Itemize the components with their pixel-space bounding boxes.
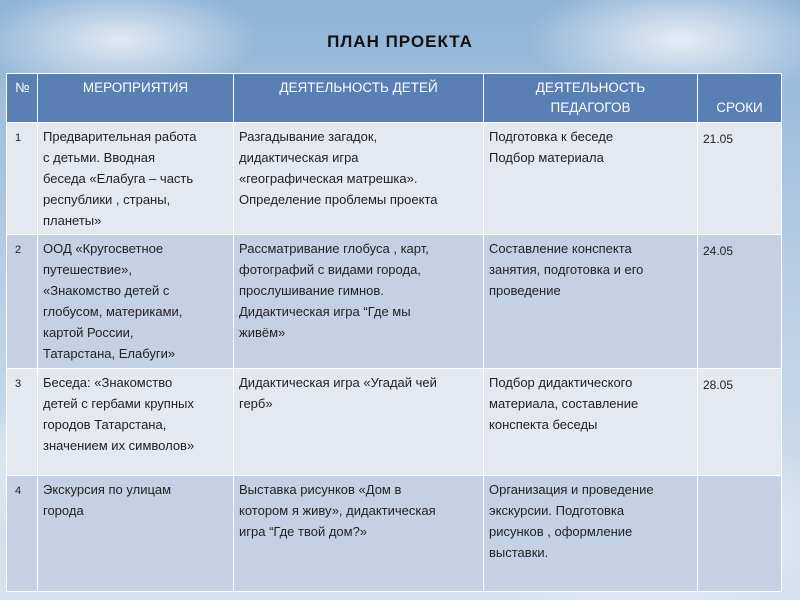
children-activity-cell bbox=[234, 369, 484, 476]
events-cell bbox=[38, 235, 234, 369]
children-activity-line: дидактическая игра bbox=[239, 150, 359, 165]
children-activity-cell bbox=[234, 476, 484, 592]
events-line: Татарстана, Елабуги» bbox=[43, 346, 176, 361]
teachers-activity-line: выставки. bbox=[489, 545, 549, 560]
header-number: № bbox=[7, 74, 38, 123]
teachers-activity-line: Подготовка к беседе bbox=[489, 129, 614, 144]
table-row bbox=[7, 123, 782, 235]
row-number: 2 bbox=[7, 235, 38, 369]
page-title: ПЛАН ПРОЕКТА bbox=[327, 32, 473, 51]
project-plan-table bbox=[6, 73, 782, 592]
teachers-activity-line: проведение bbox=[489, 283, 561, 298]
row-number: 3 bbox=[7, 369, 38, 476]
events-line: ООД «Кругосветное bbox=[43, 241, 164, 256]
table-row bbox=[7, 235, 782, 369]
events-line: путешествие», bbox=[43, 262, 132, 277]
events-line: Предварительная работа bbox=[43, 129, 197, 144]
teachers-activity-line: занятия, подготовка и его bbox=[489, 262, 644, 277]
children-activity-line: «географическая матрешка». bbox=[239, 171, 418, 186]
teachers-activity-line: Подбор материала bbox=[489, 150, 604, 165]
events-cell bbox=[38, 123, 234, 235]
children-activity-line: прослушивание гимнов. bbox=[239, 283, 384, 298]
teachers-activity-cell bbox=[484, 476, 698, 592]
header-teachers-line-1: ДЕЯТЕЛЬНОСТЬ bbox=[535, 80, 646, 95]
events-line: планеты» bbox=[43, 213, 102, 228]
date-cell: 28.05 bbox=[698, 369, 782, 476]
table-header-row bbox=[7, 74, 782, 123]
row-number: 1 bbox=[7, 123, 38, 235]
header-children-activity: ДЕЯТЕЛЬНОСТЬ ДЕТЕЙ bbox=[234, 74, 484, 123]
events-line: детей с гербами крупных bbox=[43, 396, 194, 411]
children-activity-line: Выставка рисунков «Дом в bbox=[239, 482, 402, 497]
teachers-activity-line: рисунков , оформление bbox=[489, 524, 633, 539]
teachers-activity-line: Организация и проведение bbox=[489, 482, 654, 497]
events-line: городов Татарстана, bbox=[43, 417, 167, 432]
children-activity-line: Рассматривание глобуса , карт, bbox=[239, 241, 429, 256]
children-activity-cell bbox=[234, 235, 484, 369]
teachers-activity-line: конспекта беседы bbox=[489, 417, 598, 432]
events-line: Экскурсия по улицам bbox=[43, 482, 172, 497]
date-cell: 21.05 bbox=[698, 123, 782, 235]
table-row bbox=[7, 476, 782, 592]
header-dates: СРОКИ bbox=[698, 74, 782, 123]
events-line: с детьми. Вводная bbox=[43, 150, 156, 165]
teachers-activity-line: материала, составление bbox=[489, 396, 639, 411]
events-line: беседа «Елабуга – часть bbox=[43, 171, 194, 186]
events-line: «Знакомство детей с bbox=[43, 283, 170, 298]
events-line: значением их символов» bbox=[43, 438, 195, 453]
children-activity-line: котором я живу», дидактическая bbox=[239, 503, 436, 518]
events-cell bbox=[38, 369, 234, 476]
teachers-activity-line: Подбор дидактического bbox=[489, 375, 633, 390]
children-activity-line: игра “Где твой дом?» bbox=[239, 524, 368, 539]
children-activity-line: Разгадывание загадок, bbox=[239, 129, 378, 144]
children-activity-line: живём» bbox=[239, 325, 286, 340]
events-line: республики , страны, bbox=[43, 192, 171, 207]
children-activity-line: Дидактическая игра «Угадай чей bbox=[239, 375, 437, 390]
events-line: глобусом, материками, bbox=[43, 304, 183, 319]
children-activity-line: Дидактическая игра “Где мы bbox=[239, 304, 411, 319]
children-activity-cell bbox=[234, 123, 484, 235]
header-teachers-activity bbox=[484, 74, 698, 123]
row-number: 4 bbox=[7, 476, 38, 592]
events-cell bbox=[38, 476, 234, 592]
table-row bbox=[7, 369, 782, 476]
children-activity-line: фотографий с видами города, bbox=[239, 262, 421, 277]
teachers-activity-cell bbox=[484, 235, 698, 369]
events-line: Беседа: «Знакомство bbox=[43, 375, 173, 390]
teachers-activity-line: экскурсии. Подготовка bbox=[489, 503, 625, 518]
date-cell: 24.05 bbox=[698, 235, 782, 369]
events-line: картой России, bbox=[43, 325, 134, 340]
teachers-activity-cell bbox=[484, 123, 698, 235]
events-line: города bbox=[43, 503, 84, 518]
teachers-activity-line: Составление конспекта bbox=[489, 241, 632, 256]
children-activity-line: герб» bbox=[239, 396, 273, 411]
header-teachers-line-2: ПЕДАГОГОВ bbox=[550, 100, 631, 115]
header-events: МЕРОПРИЯТИЯ bbox=[38, 74, 234, 123]
date-cell bbox=[698, 476, 782, 592]
teachers-activity-cell bbox=[484, 369, 698, 476]
children-activity-line: Определение проблемы проекта bbox=[239, 192, 438, 207]
